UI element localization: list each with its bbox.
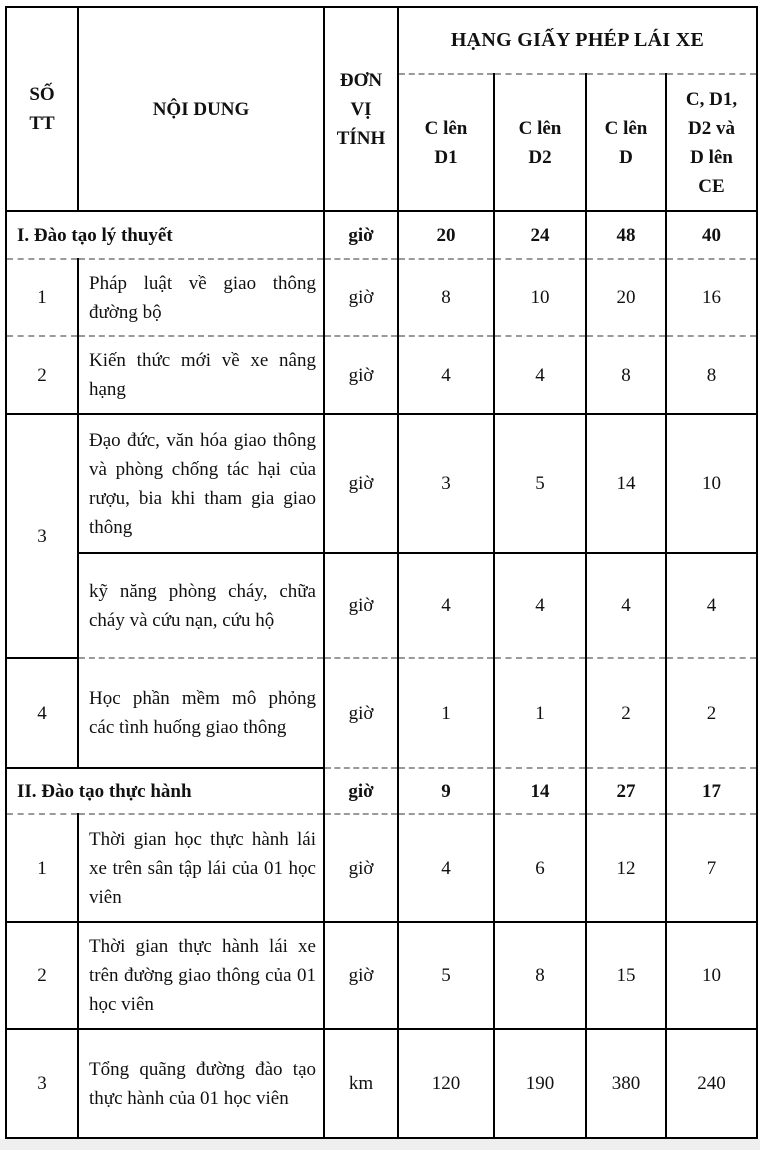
table-row	[6, 336, 757, 414]
stt-cell: 1	[6, 259, 78, 336]
value-cell: 2	[666, 658, 757, 768]
value-cell: 17	[666, 768, 757, 814]
table-row	[6, 814, 757, 922]
value-cell: 27	[586, 768, 666, 814]
unit-cell: giờ	[324, 211, 398, 259]
value-cell: 4	[398, 553, 494, 658]
value-cell: 48	[586, 211, 666, 259]
stt-cell: 3	[6, 1029, 78, 1138]
unit-cell: giờ	[324, 922, 398, 1029]
value-cell: 8	[398, 259, 494, 336]
stt-cell: 4	[6, 658, 78, 768]
stt-cell: 2	[6, 922, 78, 1029]
value-cell: 16	[666, 259, 757, 336]
content-cell: Thời gian học thực hành lái xe trên sân tập lái của 01 học viên	[78, 814, 324, 922]
table-row	[6, 414, 757, 553]
stt-cell: 3	[6, 414, 78, 658]
table-row	[6, 259, 757, 336]
header-content: NỘI DUNG	[78, 7, 324, 211]
value-cell: 24	[494, 211, 586, 259]
license-training-table	[5, 6, 758, 1139]
value-cell: 4	[398, 336, 494, 414]
table-row	[6, 922, 757, 1029]
unit-cell: giờ	[324, 259, 398, 336]
value-cell: 4	[494, 553, 586, 658]
content-cell: Tổng quãng đường đào tạo thực hành của 01 học viên	[78, 1029, 324, 1138]
value-cell: 4	[398, 814, 494, 922]
section-label: II. Đào tạo thực hành	[6, 768, 324, 814]
value-cell: 12	[586, 814, 666, 922]
section-row-practice	[6, 768, 757, 814]
value-cell: 14	[586, 414, 666, 553]
value-cell: 40	[666, 211, 757, 259]
header-class-c-to-d1: C lên D1	[398, 74, 494, 211]
value-cell: 240	[666, 1029, 757, 1138]
table-row	[6, 1029, 757, 1138]
header-unit: ĐƠN VỊ TÍNH	[324, 7, 398, 211]
content-cell: Kiến thức mới về xe nâng hạng	[78, 336, 324, 414]
section-row-theory	[6, 211, 757, 259]
section-label: I. Đào tạo lý thuyết	[6, 211, 324, 259]
value-cell: 20	[586, 259, 666, 336]
unit-cell: giờ	[324, 658, 398, 768]
unit-cell: km	[324, 1029, 398, 1138]
unit-cell: giờ	[324, 553, 398, 658]
value-cell: 4	[494, 336, 586, 414]
content-cell: Học phần mềm mô phỏng các tình huống giao thông	[78, 658, 324, 768]
value-cell: 6	[494, 814, 586, 922]
content-cell: Pháp luật về giao thông đường bộ	[78, 259, 324, 336]
value-cell: 8	[666, 336, 757, 414]
unit-cell: giờ	[324, 814, 398, 922]
stt-cell: 1	[6, 814, 78, 922]
value-cell: 380	[586, 1029, 666, 1138]
header-class-c-to-d2: C lên D2	[494, 74, 586, 211]
value-cell: 3	[398, 414, 494, 553]
value-cell: 120	[398, 1029, 494, 1138]
stt-cell: 2	[6, 336, 78, 414]
table-row	[6, 658, 757, 768]
bottom-margin-strip	[0, 1139, 760, 1150]
value-cell: 7	[666, 814, 757, 922]
header-class-to-ce: C, D1, D2 và D lên CE	[666, 74, 757, 211]
value-cell: 1	[398, 658, 494, 768]
value-cell: 8	[494, 922, 586, 1029]
value-cell: 2	[586, 658, 666, 768]
value-cell: 10	[666, 922, 757, 1029]
value-cell: 15	[586, 922, 666, 1029]
unit-cell: giờ	[324, 336, 398, 414]
content-cell: kỹ năng phòng cháy, chữa cháy và cứu nạn, cứu hộ	[78, 553, 324, 658]
value-cell: 20	[398, 211, 494, 259]
value-cell: 10	[494, 259, 586, 336]
value-cell: 5	[398, 922, 494, 1029]
header-class-c-to-d: C lên D	[586, 74, 666, 211]
unit-cell: giờ	[324, 414, 398, 553]
header-stt: SỐ TT	[6, 7, 78, 211]
value-cell: 190	[494, 1029, 586, 1138]
value-cell: 5	[494, 414, 586, 553]
value-cell: 4	[666, 553, 757, 658]
value-cell: 14	[494, 768, 586, 814]
table-row	[6, 553, 757, 658]
value-cell: 10	[666, 414, 757, 553]
value-cell: 4	[586, 553, 666, 658]
value-cell: 9	[398, 768, 494, 814]
unit-cell: giờ	[324, 768, 398, 814]
content-cell: Đạo đức, văn hóa giao thông và phòng chống tác hại của rượu, bia khi tham gia giao thông	[78, 414, 324, 553]
value-cell: 1	[494, 658, 586, 768]
header-license-class-group: HẠNG GIẤY PHÉP LÁI XE	[398, 7, 757, 74]
content-cell: Thời gian thực hành lái xe trên đường giao thông của 01 học viên	[78, 922, 324, 1029]
value-cell: 8	[586, 336, 666, 414]
